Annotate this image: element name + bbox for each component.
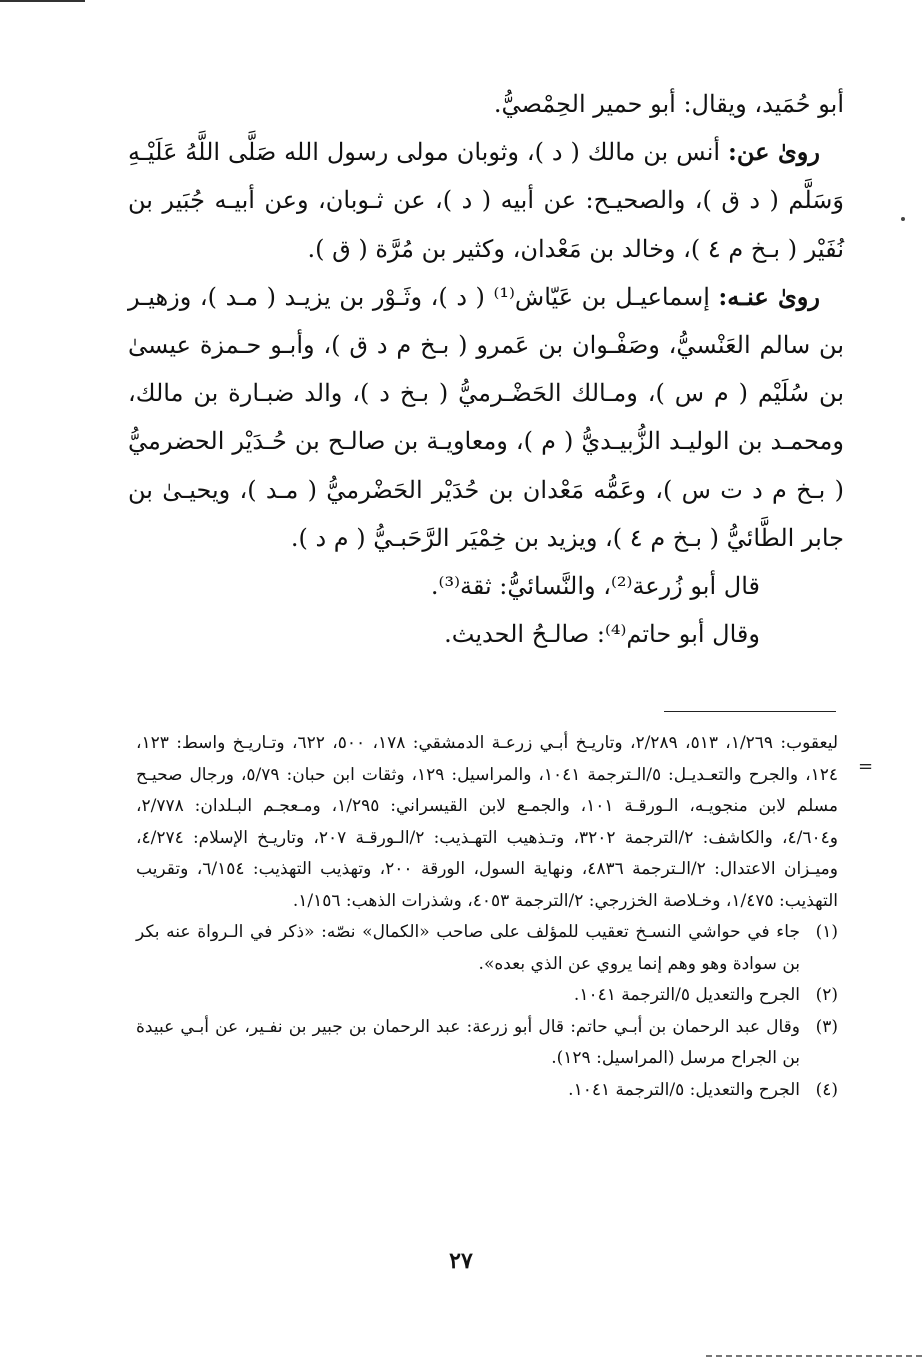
biography-body — [128, 80, 844, 658]
footnote-continuation: ليعقوب: ١/٢٦٩، ٥١٣، ٢/٢٨٩، وتاريـخ أبـي زرعـة الدمشقي: ١٧٨، ٥٠٠، ٦٢٢، وتـاريـخ واسط: ١٢٣، ١٢٤، والجرح والتعـديـل: ٥/الـترجمة ١٠٤١، والمراسيل: ١٢٩، وثقات ابن حبان: ٥/٧٩، ورجال صحيـح مسلم لابن منجويـه، الـورقـة ١٠١، والجمـع لابن القيسراني: ١/٢٩٥، ومـعجـم البـلدان: ٢/٧٧٨، و٤/٦٠٤، والكاشف: ٢/الترجمة ٣٢٠٢، وتـذهيب التهـذيب: ٢/الـورقـة ٢٠٧، وتاريـخ الإسلام: ٤/٢٧٤، وميـزان الاعتدال: ٢/الـترجمة ٤٨٣٦، ونهاية السول، الورقة ٢٠٠، وتهذيب التهذيب: ٦/١٥٤، وتقريب التهذيب: ١/٤٧٥، وخـلاصة الخزرجي: ٢/الترجمة ٤٠٥٣، وشذرات الذهب: ١/١٥٦. — [136, 733, 839, 911]
page-number: ٢٧ — [449, 1248, 473, 1274]
footnote-text: جاء في حواشي النسـخ تعقيب للمؤلف على صاحب «الكمال» نصّه: «ذكر في الـرواة عنه بكر بن سوادة وهو وهم إنما يروي عن الذي بعده». — [136, 922, 800, 974]
footnote-number: (١) — [815, 922, 838, 942]
margin-dot — [901, 217, 905, 221]
footnote-number: (٣) — [815, 1016, 838, 1037]
footnote-separator — [664, 711, 836, 712]
continuation-mark: = — [858, 756, 874, 777]
footnote-2 — [136, 980, 838, 1012]
footnote-text: الجرح والتعديل: ٥/الترجمة ١٠٤١. — [568, 1079, 800, 1100]
footnote-number: (٤) — [815, 1079, 838, 1100]
abu-hatim-statement: وقال أبو حاتم⁽⁴⁾: صالـحُ الحديث. — [444, 620, 760, 649]
abu-zura-statement: قال أبو زُرعة⁽²⁾، والنَّسائيُّ: ثقة⁽³⁾. — [430, 572, 760, 601]
narrated-from-label: روىٰ عن: — [727, 137, 820, 167]
narrated-by-label: روىٰ عنـه: — [718, 281, 820, 311]
narrated-from-paragraph — [128, 128, 844, 273]
footnote-3 — [136, 1012, 838, 1075]
alias-line: أبو حُمَيد، ويقال: أبو حمير الحِمْصيُّ. — [493, 90, 844, 118]
footnote-number: (٢) — [815, 985, 838, 1005]
narrated-by-text: إسماعيـل بن عَيّاش⁽¹⁾ ( د )، وثَـوْر بن يزيـد ( مـد )، وزهيـر بن سالم العَنْسيُّ، وصَفْـوان بن عَمرو ( بـخ م د ق )، وأبـو حـمزة عيسىٰ بن سُلَيْم ( م س )، ومـالك الحَضْـرميُّ ( بـخ د )، والد ضبـارة بن مالك، ومحمـد بن الوليـد الزُّبيـديُّ ( م )، ومعاويـة بن صالـح بن حُـدَيْر الحضرميُّ ( بـخ م د ت س )، وعَمُّه مَعْدان بن حُدَيْر الحَضْرميُّ ( مـد )، ويحيـىٰ بن جابر الطَّائيُّ ( بـخ م ٤ )، ويزيد بن خِمْيَر الرَّحَبـيُّ ( م د ). — [128, 282, 844, 552]
top-edge-rule — [0, 0, 85, 2]
footnote-4 — [136, 1075, 838, 1107]
narrated-from-text: أنس بن مالك ( د )، وثوبان مولى رسول الله صَلَّى اللَّهُ عَلَيْـهِ وَسَلَّم ( د ق )، والصحيـح: عن أبيه ( د )، عن ثـوبان، وعن أبيـه جُبَير بن نُفَيْر ( بـخ م ٤ )، وخالد بن مَعْدان، وكثير بن مُرَّة ( ق ). — [128, 138, 844, 263]
footnotes — [136, 728, 838, 1106]
footnote-text: وقال عبد الرحمان بن أبـي حاتم: قال أبو زرعة: عبد الرحمان بن جبير بن نفـير، عن أبـي عبيدة بن الجراح مرسل (المراسيل: ١٢٩). — [136, 1016, 800, 1068]
footnote-1 — [136, 917, 838, 980]
narrated-by-paragraph — [128, 273, 844, 562]
bottom-dashed-line — [706, 1355, 922, 1357]
footnote-text: الجرح والتعديل ٥/الترجمة ١٠٤١. — [573, 985, 800, 1005]
